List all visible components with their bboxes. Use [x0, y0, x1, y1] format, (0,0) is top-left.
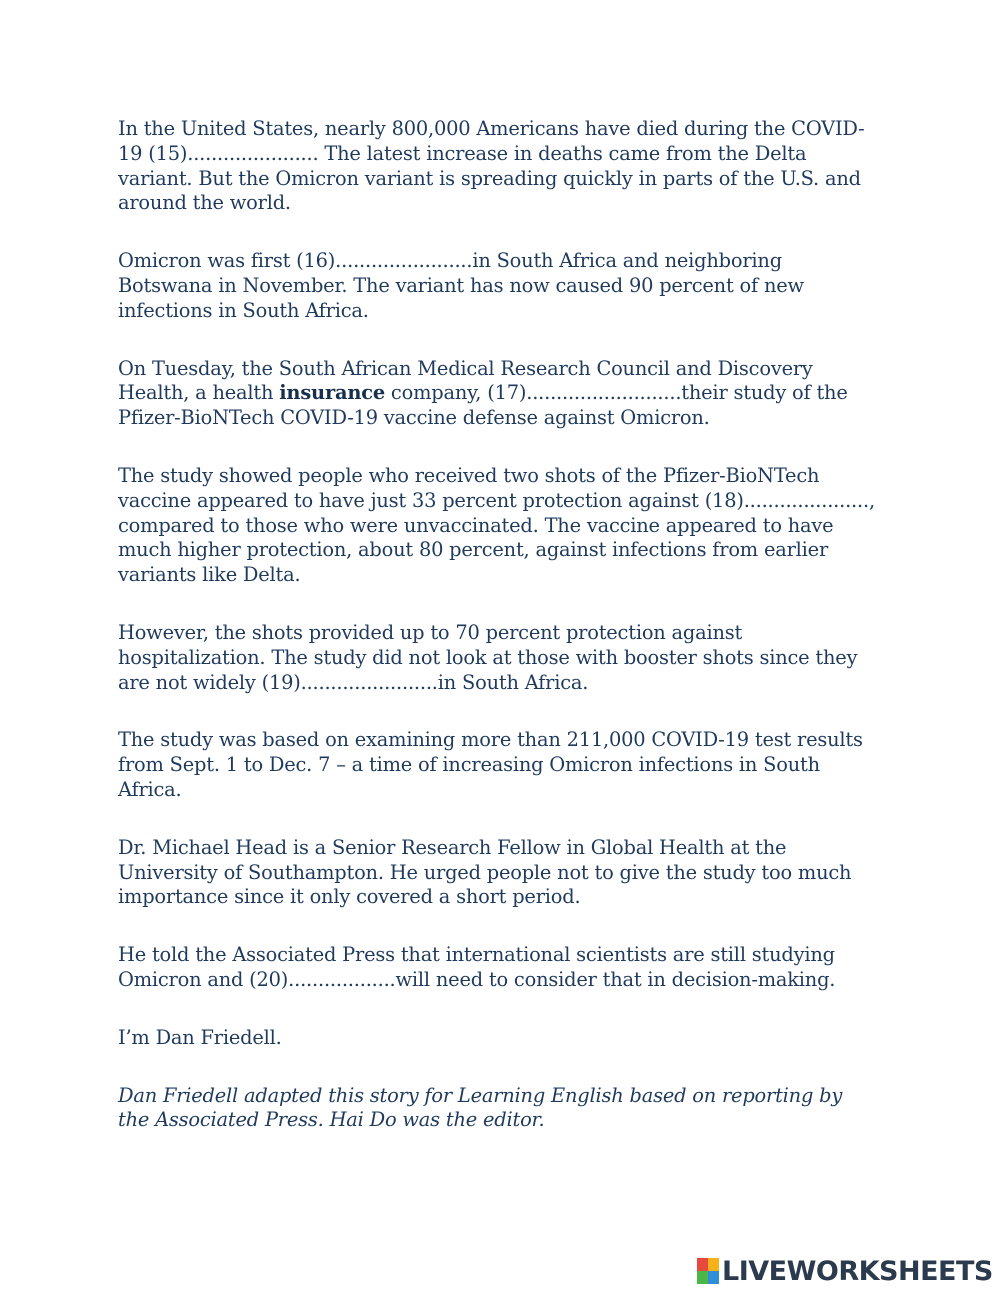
line: Dr. Michael Head is a Senior Research Fellow in Global Health at the	[118, 835, 787, 859]
line: hospitalization. The study did not look at those with booster shots since they	[118, 645, 858, 669]
line: However, the shots provided up to 70 percent protection against	[118, 620, 743, 644]
line: On Tuesday, the South African Medical Research Council and Discovery	[118, 356, 813, 380]
line: Botswana in November. The variant has now caused 90 percent of new	[118, 273, 804, 297]
line: much higher protection, about 80 percent, against infections from earlier	[118, 538, 829, 562]
line: importance since it only covered a short period.	[118, 885, 581, 909]
line: the Associated Press. Hai Do was the editor.	[118, 1108, 545, 1132]
line: 19 (15)...................... The latest increase in deaths came from the Delta	[118, 141, 807, 165]
paragraph-associated-press	[118, 943, 888, 993]
line: The study showed people who received two shots of the Pfizer-BioNTech	[118, 463, 820, 487]
line: University of Southampton. He urged people not to give the study too much	[118, 860, 852, 884]
paragraph-test-results	[118, 728, 888, 802]
logo-square-green	[697, 1271, 708, 1284]
line: Health, a health	[118, 381, 280, 405]
line: variants like Delta.	[118, 563, 301, 587]
logo-text: LIVEWORKSHEETS	[722, 1255, 993, 1287]
line: He told the Associated Press that international scientists are still studying	[118, 943, 835, 967]
paragraph-study-results	[118, 464, 888, 588]
line: The study was based on examining more than 211,000 COVID-19 test results	[118, 728, 863, 752]
line: Africa.	[118, 777, 182, 801]
line: Omicron and (20)..................will need to consider that in decision-making.	[118, 967, 836, 991]
line: company, (17)..........................their study of the	[384, 381, 848, 405]
paragraph-signoff	[118, 1026, 888, 1051]
paragraph-credit	[118, 1084, 888, 1134]
line: compared to those who were unvaccinated. The vaccine appeared to have	[118, 513, 834, 537]
logo-square-blue	[708, 1271, 719, 1284]
paragraph-deaths	[118, 117, 888, 216]
liveworksheets-logo	[697, 1255, 993, 1287]
line: Omicron was first (16).......................in South Africa and neighboring	[118, 249, 782, 273]
line: Dan Friedell adapted this story for Learning English based on reporting by	[118, 1083, 843, 1107]
line: around the world.	[118, 191, 291, 215]
worksheet-text	[118, 117, 888, 1166]
liveworksheets-logo-icon	[697, 1258, 719, 1284]
logo-square-yellow	[708, 1258, 719, 1271]
paragraph-study-release	[118, 357, 888, 431]
paragraph-hospitalization	[118, 621, 888, 695]
line: vaccine appeared to have just 33 percent protection against (18).....................,	[118, 488, 875, 512]
line: infections in South Africa.	[118, 298, 369, 322]
line: variant. But the Omicron variant is spreading quickly in parts of the U.S. and	[118, 166, 861, 190]
paragraph-michael-head	[118, 836, 888, 910]
paragraph-omicron-first	[118, 249, 888, 323]
bold-word-insurance: insurance	[279, 381, 385, 405]
line: are not widely (19).......................in South Africa.	[118, 670, 589, 694]
line: Pfizer-BioNTech COVID-19 vaccine defense against Omicron.	[118, 406, 710, 430]
line: In the United States, nearly 800,000 Americans have died during the COVID-	[118, 117, 865, 140]
line: I’m Dan Friedell.	[118, 1025, 282, 1049]
line: from Sept. 1 to Dec. 7 – a time of increasing Omicron infections in South	[118, 753, 820, 777]
logo-square-red	[697, 1258, 708, 1271]
